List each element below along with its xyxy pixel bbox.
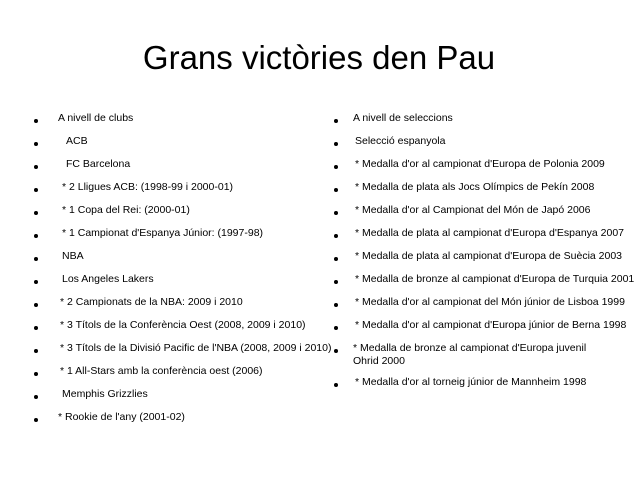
- list-item: NBA: [62, 250, 84, 262]
- list-item: FC Barcelona: [66, 158, 131, 170]
- list-item: Memphis Grizzlies: [62, 388, 148, 400]
- bullet-icon: [334, 188, 338, 192]
- bullet-icon: [34, 280, 38, 284]
- list-item: * Medalla d'or al Campionat del Món de Japó 2006: [355, 204, 591, 216]
- list-item: Los Angeles Lakers: [62, 273, 154, 285]
- list-item: * 3 Títols de la Divisió Pacific de l'NBA (2008, 2009 i 2010): [60, 342, 332, 354]
- list-item: Selecció espanyola: [355, 135, 446, 147]
- list-item: * 2 Campionats de la NBA: 2009 i 2010: [60, 296, 243, 308]
- bullet-icon: [34, 119, 38, 123]
- bullet-icon: [334, 349, 338, 353]
- list-item: * Medalla de bronze al campionat d'Europa de Turquia 2001: [355, 273, 635, 285]
- bullet-icon: [334, 119, 338, 123]
- bullet-icon: [34, 303, 38, 307]
- bullet-icon: [34, 395, 38, 399]
- bullet-icon: [34, 372, 38, 376]
- bullet-icon: [334, 165, 338, 169]
- list-item: * Medalla de plata al campionat d'Europa de Suècia 2003: [355, 250, 623, 262]
- bullet-icon: [34, 326, 38, 330]
- bullet-icon: [334, 326, 338, 330]
- bullet-icon: [34, 142, 38, 146]
- list-item: * Medalla d'or al campionat d'Europa júnior de Berna 1998: [355, 319, 627, 331]
- bullet-icon: [334, 303, 338, 307]
- list-item: * 3 Títols de la Conferència Oest (2008, 2009 i 2010): [60, 319, 306, 331]
- list-item: * 1 All-Stars amb la conferència oest (2006): [60, 365, 263, 377]
- bullet-icon: [34, 188, 38, 192]
- list-item: * Medalla de plata als Jocs Olímpics de Pekín 2008: [355, 181, 595, 193]
- list-item: * 1 Copa del Rei: (2000-01): [62, 204, 190, 216]
- list-item: A nivell de seleccions: [353, 112, 453, 124]
- bullet-icon: [34, 257, 38, 261]
- list-item: * Medalla d'or al campionat d'Europa de Polonia 2009: [355, 158, 605, 170]
- list-item: * 1 Campionat d'Espanya Júnior: (1997-98): [62, 227, 264, 239]
- bullet-icon: [34, 234, 38, 238]
- list-item: * Medalla d'or al campionat del Món júnior de Lisboa 1999: [355, 296, 625, 308]
- bullet-icon: [334, 280, 338, 284]
- list-item: * Rookie de l'any (2001-02): [58, 411, 185, 423]
- list-item: * Medalla d'or al torneig júnior de Mannheim 1998: [355, 376, 587, 388]
- bullet-icon: [334, 211, 338, 215]
- list-item: * 2 Lligues ACB: (1998-99 i 2000-01): [62, 181, 234, 193]
- bullet-icon: [334, 383, 338, 387]
- bullet-icon: [34, 418, 38, 422]
- list-item: * Medalla de bronze al campionat d'Europa juvenil Ohrid 2000: [353, 342, 587, 367]
- list-item: A nivell de clubs: [58, 112, 134, 124]
- slide-title: Grans victòries den Pau: [142, 39, 496, 76]
- list-item: ACB: [66, 135, 88, 147]
- bullet-icon: [34, 211, 38, 215]
- bullet-icon: [334, 234, 338, 238]
- list-item: * Medalla de plata al campionat d'Europa d'Espanya 2007: [355, 227, 625, 239]
- bullet-icon: [334, 257, 338, 261]
- bullet-icon: [334, 142, 338, 146]
- bullet-icon: [34, 165, 38, 169]
- bullet-icon: [34, 349, 38, 353]
